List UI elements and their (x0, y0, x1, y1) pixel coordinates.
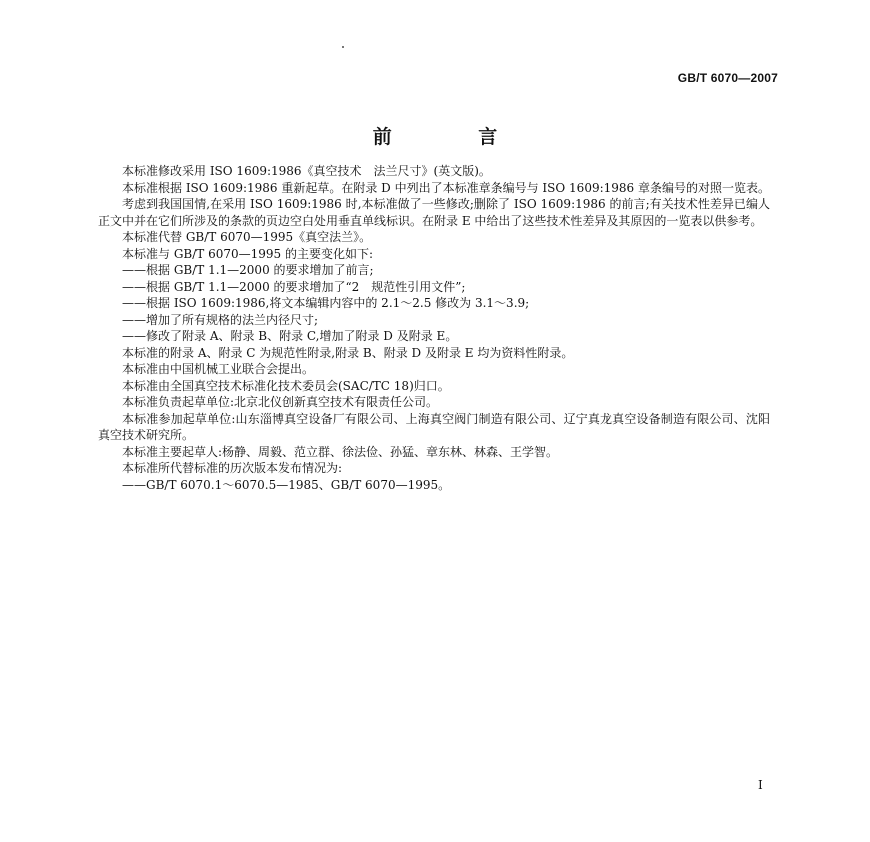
list-item: ——根据 ISO 1609:1986,将文本编辑内容中的 2.1～2.5 修改为 3.1～3.9; (122, 296, 530, 310)
paragraph: 本标准代替 GB/T 6070—1995《真空法兰》。 (122, 230, 372, 244)
paragraph: 本标准主要起草人:杨静、周毅、范立群、徐法俭、孙猛、章东林、林森、王学智。 (122, 444, 559, 459)
paragraph: 本标准所代替标准的历次版本发布情况为: (122, 461, 343, 475)
paragraph: 本标准由全国真空技术标准化技术委员会(SAC/TC 18)归口。 (122, 378, 450, 393)
foreword-body (98, 163, 770, 493)
paragraph: 本标准负责起草单位:北京北仪创新真空技术有限责任公司。 (122, 395, 439, 409)
paragraph: 本标准由中国机械工业联合会提出。 (122, 362, 315, 376)
list-item: ——根据 GB/T 1.1—2000 的要求增加了“2 规范性引用文件”; (122, 279, 466, 294)
standard-code: GB/T 6070—2007 (677, 71, 778, 85)
page-title: 前 言 (372, 126, 538, 148)
list-item: ——增加了所有规格的法兰内径尺寸; (122, 312, 319, 327)
paragraph: 本标准与 GB/T 6070—1995 的主要变化如下: (122, 246, 374, 261)
scan-speck (342, 46, 344, 48)
list-item: ——修改了附录 A、附录 B、附录 C,增加了附录 D 及附录 E。 (122, 329, 458, 343)
paragraph: 本标准修改采用 ISO 1609:1986《真空技术 法兰尺寸》(英文版)。 (122, 164, 491, 178)
page-number: I (758, 778, 763, 792)
list-item: ——GB/T 6070.1～6070.5—1985、GB/T 6070—1995。 (122, 477, 451, 492)
paragraph: 考虑到我国国情,在采用 ISO 1609:1986 时,本标准做了一些修改;删除了 ISO 1609:1986 的前言;有关技术性差异已编人正文中并在它们所涉及的条款的页边空白处用垂直单线标识。在附录 E 中给出了这些技术性差异及其原因的一览表以供参考。 (98, 197, 770, 228)
paragraph: 本标准参加起草单位:山东淄博真空设备厂有限公司、上海真空阀门制造有限公司、辽宁真龙真空设备制造有限公司、沈阳真空技术研究所。 (98, 411, 770, 442)
list-item: ——根据 GB/T 1.1—2000 的要求增加了前言; (122, 263, 374, 277)
paragraph: 本标准的附录 A、附录 C 为规范性附录,附录 B、附录 D 及附录 E 均为资料性附录。 (122, 345, 574, 360)
paragraph: 本标准根据 ISO 1609:1986 重新起草。在附录 D 中列出了本标准章条编号与 ISO 1609:1986 章条编号的对照一览表。 (122, 180, 770, 195)
